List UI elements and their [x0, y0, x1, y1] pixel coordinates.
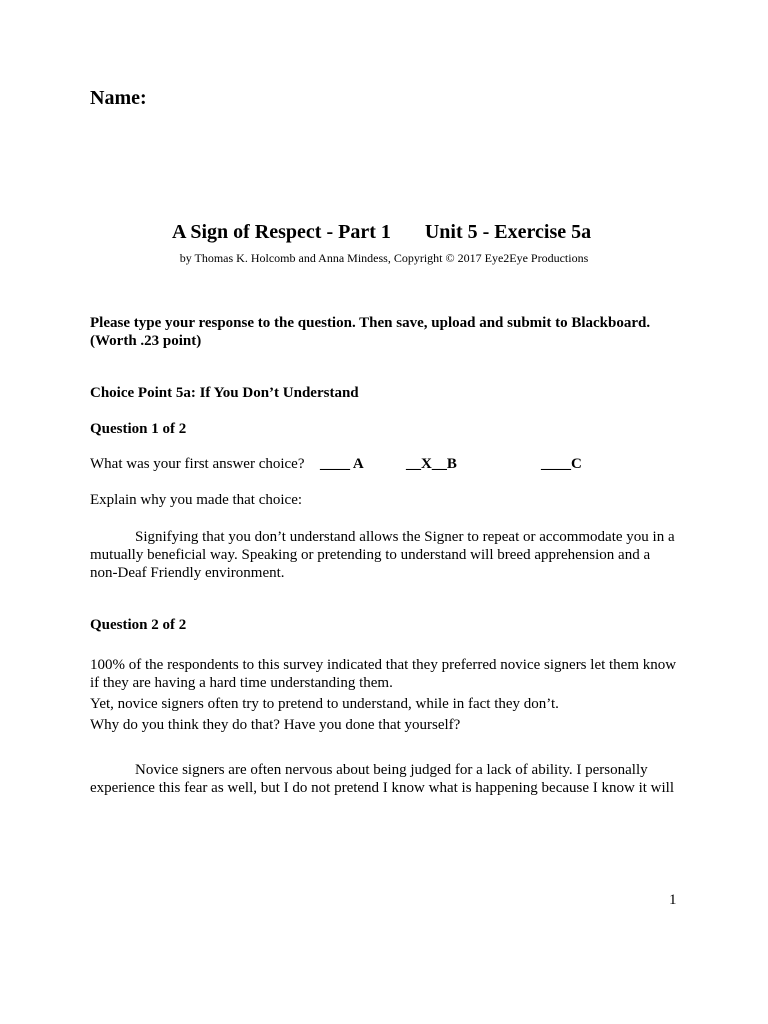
question-2-text-line-1: 100% of the respondents to this survey indicated that they preferred novice signers let them know if they are having a hard time understanding them. [90, 657, 677, 691]
question-1-heading: Question 1 of 2 [90, 421, 187, 437]
question-1-answer[interactable]: Signifying that you don’t understand allows the Signer to repeat or accommodate you in a mutually beneficial way. Speaking or pretending to understand will breed apprehension and a non-Deaf Friendly environment. [90, 529, 675, 581]
question-1-choice-row [90, 456, 582, 473]
option-b[interactable]: __X__B [406, 456, 457, 472]
option-a[interactable]: ____ A [320, 456, 364, 472]
option-c[interactable]: ____C [541, 456, 582, 472]
question-2-text-line-3: Why do you think they do that? Have you done that yourself? [90, 717, 461, 733]
document-title [172, 221, 591, 244]
instructions-line-2: (Worth .23 point) [90, 333, 202, 349]
question-2-heading: Question 2 of 2 [90, 617, 187, 633]
question-2-text [90, 656, 680, 737]
title-unit: Unit 5 - Exercise 5a [424, 221, 592, 243]
question-1-explain-prompt: Explain why you made that choice: [90, 492, 303, 508]
page-number: 1 [669, 892, 677, 908]
question-2-text-line-2: Yet, novice signers often try to pretend to understand, while in fact they don’t. [90, 696, 559, 712]
instructions-line-1: Please type your response to the question. Then save, upload and submit to Blackboard. [90, 315, 651, 331]
question-2-answer[interactable]: Novice signers are often nervous about being judged for a lack of ability. I personally experience this fear as well, but I do not pretend I know what is happening because I know it will [90, 762, 674, 796]
instructions [90, 314, 690, 350]
title-main: A Sign of Respect - Part 1 [172, 221, 391, 243]
byline: by Thomas K. Holcomb and Anna Mindess, Copyright © 2017 Eye2Eye Productions [179, 251, 589, 265]
name-label: Name: [90, 87, 147, 109]
question-1-prompt: What was your first answer choice? [90, 456, 305, 472]
choice-point-heading: Choice Point 5a: If You Don’t Understand [90, 385, 359, 401]
